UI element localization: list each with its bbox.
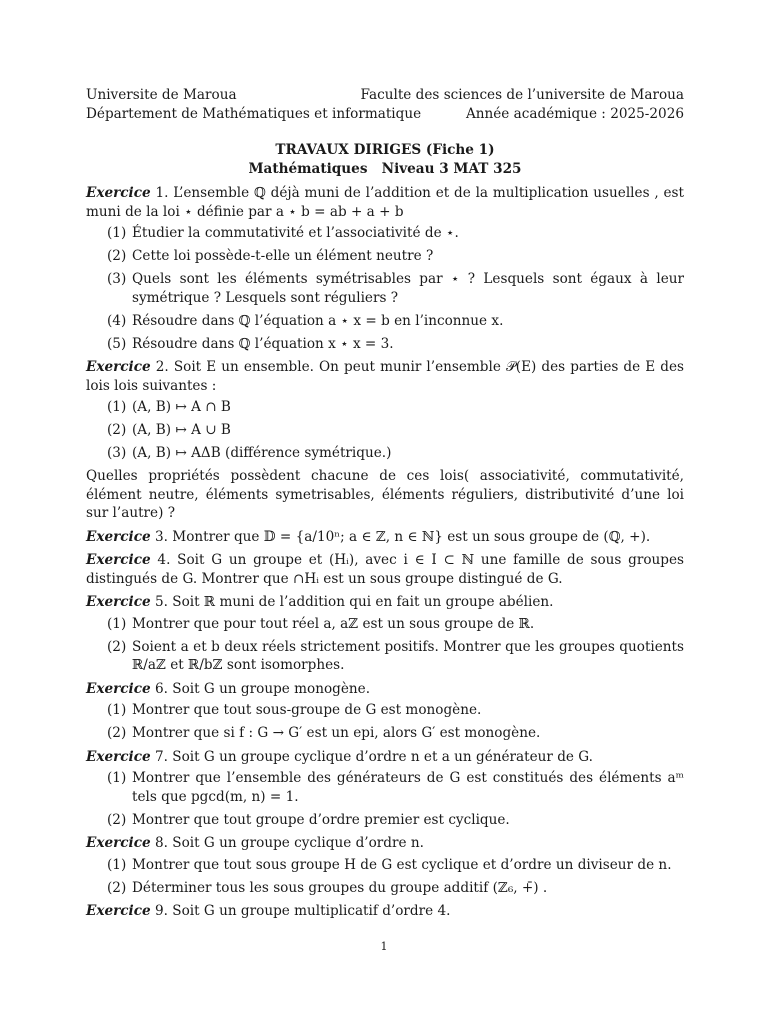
exercise-statement <box>86 834 684 853</box>
question-text: (A, B) ↦ AΔB (différence symétrique.) <box>132 445 392 461</box>
question-text: (A, B) ↦ A ∩ B <box>132 399 231 415</box>
exercise-followup-text: Quelles propriétés possèdent chacune de ces lois( associativité, commutativité, élément neutre, éléments symetrisables, éléments réguliers, distributivité d’une loi sur l’autre) ? <box>86 468 684 521</box>
exercise-statement <box>86 184 684 221</box>
exercise-text: Soit G un groupe cyclique d’ordre n et a un générateur de G. <box>172 748 593 765</box>
exercise-label: Exercice <box>86 903 151 919</box>
question-item <box>86 724 684 743</box>
question-item <box>86 224 684 243</box>
question-list <box>86 856 684 898</box>
question-number: (2) <box>107 638 127 655</box>
question-item <box>86 638 684 675</box>
faculty-name: Faculte des sciences de l’universite de Maroua <box>360 87 684 103</box>
question-number: (2) <box>107 725 127 741</box>
exercise-statement <box>86 551 684 588</box>
question-item <box>86 335 684 354</box>
exercise-statement <box>86 680 684 699</box>
academic-year: Année académique : 2025-2026 <box>465 105 684 122</box>
question-item <box>86 444 684 463</box>
department-name: Département de Mathématiques et informatique <box>86 105 422 122</box>
question-text: Montrer que tout sous groupe H de G est cyclique et d’ordre un diviseur de n. <box>132 856 672 873</box>
question-text: Montrer que l’ensemble des générateurs de G est constitués des éléments aᵐ tels que pgcd(m, n) = 1. <box>132 770 684 805</box>
question-text: Montrer que si f : G → G′ est un epi, alors G′ est monogène. <box>132 725 541 741</box>
exercise-text: Soit G un groupe et (Hᵢ), avec i ∈ I ⊂ ℕ une famille de sous groupes distingués de G. Montrer que ∩Hᵢ est un sous groupe distingué de G. <box>86 552 685 587</box>
exercise-8 <box>86 834 684 897</box>
exercise-3 <box>86 528 684 547</box>
exercise-label: Exercice <box>86 185 151 201</box>
question-number: (3) <box>107 271 127 287</box>
exercise-number: 8. <box>154 835 168 851</box>
exercise-text: L’ensemble ℚ déjà muni de l’addition et de la multiplication usuelles , est muni de la loi ⋆ définie par a ⋆ b = ab + a + b <box>86 185 684 220</box>
exercise-text: Soit E un ensemble. On peut munir l’ensemble 𝒫(E) des parties de E des lois lois suivantes : <box>86 359 684 394</box>
exercise-number: 2. <box>155 359 169 375</box>
question-list <box>86 398 684 463</box>
exercise-statement <box>86 593 684 612</box>
question-item <box>86 856 684 875</box>
exercise-5 <box>86 593 684 675</box>
exercise-text: Soit ℝ muni de l’addition qui en fait un groupe abélien. <box>172 594 554 610</box>
question-item <box>86 811 684 830</box>
exercise-label: Exercice <box>86 748 151 765</box>
question-number: (1) <box>107 615 127 632</box>
question-text: Montrer que pour tout réel a, aℤ est un sous groupe de ℝ. <box>132 615 535 632</box>
exercise-number: 1. <box>155 185 169 201</box>
question-text: Résoudre dans ℚ l’équation x ⋆ x = 3. <box>132 335 394 352</box>
exercise-label: Exercice <box>86 359 151 375</box>
exercise-label: Exercice <box>86 594 151 610</box>
document-title <box>86 141 684 179</box>
question-text: Quels sont les éléments symétrisables par ⋆ ? Lesquels sont égaux à leur symétrique ? Lesquels sont réguliers ? <box>132 271 684 306</box>
question-text: (A, B) ↦ A ∪ B <box>132 422 231 438</box>
title-line-1: TRAVAUX DIRIGES (Fiche 1) <box>275 142 495 158</box>
question-number: (1) <box>107 399 127 415</box>
exercise-statement <box>86 528 684 547</box>
exercise-6 <box>86 680 684 743</box>
exercise-text: Soit G un groupe multiplicatif d’ordre 4. <box>172 903 451 919</box>
question-number: (4) <box>107 312 127 329</box>
exercise-1 <box>86 184 684 353</box>
question-list <box>86 769 684 829</box>
exercise-number: 6. <box>154 680 168 697</box>
question-number: (5) <box>107 335 127 352</box>
question-number: (1) <box>107 856 127 873</box>
question-item <box>86 247 684 266</box>
university-name: Universite de Maroua <box>86 87 237 103</box>
exercise-number: 7. <box>154 748 168 765</box>
exercise-statement <box>86 358 684 395</box>
question-number: (2) <box>107 811 127 828</box>
exercise-7 <box>86 748 684 830</box>
exercise-label: Exercice <box>86 552 151 568</box>
header-row-2 <box>86 105 684 124</box>
question-item <box>86 398 684 417</box>
exercise-label: Exercice <box>86 835 151 851</box>
exercise-label: Exercice <box>86 680 151 697</box>
question-number: (3) <box>107 445 127 461</box>
header-row-1 <box>86 86 684 105</box>
exercise-number: 3. <box>154 528 168 545</box>
question-text: Déterminer tous les sous groupes du groupe additif (ℤ₆, +̄) . <box>132 879 548 896</box>
question-item <box>86 769 684 806</box>
question-item <box>86 701 684 720</box>
title-line-2: Mathématiques Niveau 3 MAT 325 <box>248 161 522 177</box>
question-number: (1) <box>107 225 127 241</box>
question-item <box>86 421 684 440</box>
question-text: Montrer que tout groupe d’ordre premier est cyclique. <box>132 811 510 828</box>
question-text: Étudier la commutativité et l’associativité de ⋆. <box>132 225 459 241</box>
exercise-label: Exercice <box>86 528 151 545</box>
exercise-statement <box>86 902 684 921</box>
question-item <box>86 270 684 307</box>
question-list <box>86 701 684 743</box>
exercise-number: 5. <box>154 594 168 610</box>
question-item <box>86 879 684 898</box>
exercise-statement <box>86 748 684 767</box>
question-number: (1) <box>107 770 127 786</box>
question-text: Cette loi possède-t-elle un élément neutre ? <box>132 248 434 264</box>
exercise-4 <box>86 551 684 588</box>
question-item <box>86 615 684 634</box>
question-number: (2) <box>107 422 127 438</box>
question-list <box>86 224 684 353</box>
exercise-text: Soit G un groupe monogène. <box>172 680 371 697</box>
question-number: (2) <box>107 879 127 896</box>
question-number: (1) <box>107 702 127 718</box>
exercise-number: 9. <box>154 903 168 919</box>
exercise-9 <box>86 902 684 921</box>
question-item <box>86 312 684 331</box>
document-page <box>86 86 684 921</box>
question-text: Soient a et b deux réels strictement positifs. Montrer que les groupes quotients ℝ/aℤ et ℝ/bℤ sont isomorphes. <box>132 638 684 673</box>
exercise-2 <box>86 358 684 523</box>
question-number: (2) <box>107 248 127 264</box>
question-text: Montrer que tout sous-groupe de G est monogène. <box>132 702 482 718</box>
exercise-text: Soit G un groupe cyclique d’ordre n. <box>172 835 424 851</box>
question-list <box>86 615 684 675</box>
question-text: Résoudre dans ℚ l’équation a ⋆ x = b en l’inconnue x. <box>132 312 504 329</box>
exercise-text: Montrer que 𝔻 = {a/10ⁿ; a ∈ ℤ, n ∈ ℕ} est un sous groupe de (ℚ, +). <box>172 528 651 545</box>
page-number: 1 <box>380 940 388 953</box>
exercise-list <box>86 184 684 921</box>
exercise-number: 4. <box>157 552 171 568</box>
